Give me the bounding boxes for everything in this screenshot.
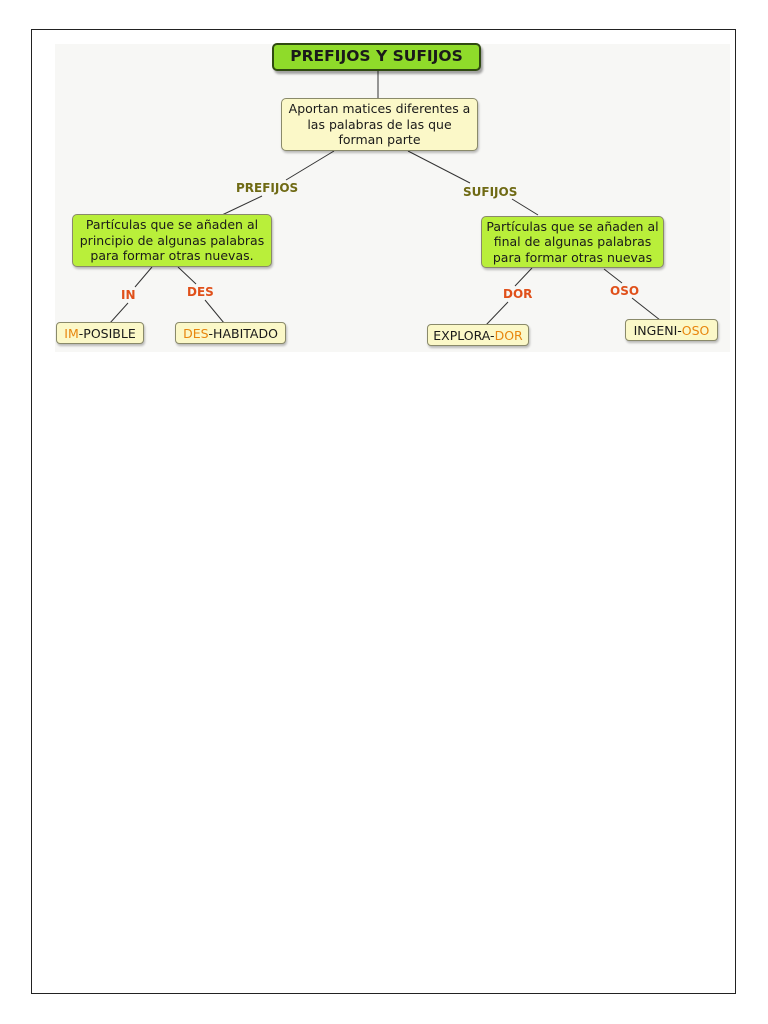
example-affix: DES xyxy=(183,325,209,341)
example-deshabitado xyxy=(175,322,286,344)
root-description-node: Aportan matices diferentes a las palabras de las que forman parte xyxy=(281,98,478,151)
prefijos-definition-node: Partículas que se añaden al principio de algunas palabras para formar otras nuevas. xyxy=(72,214,272,267)
example-imposible xyxy=(56,322,144,344)
affix-label-oso: OSO xyxy=(610,284,640,298)
example-ingenioso xyxy=(625,319,718,341)
example-affix: OSO xyxy=(681,322,710,338)
example-affix: IM xyxy=(64,325,79,341)
example-base: -HABITADO xyxy=(208,325,278,341)
example-base: EXPLORA- xyxy=(433,327,495,343)
map-title: PREFIJOS Y SUFIJOS xyxy=(272,43,481,71)
example-affix: DOR xyxy=(494,327,523,343)
affix-label-dor: DOR xyxy=(503,287,533,301)
sufijos-label: SUFIJOS xyxy=(463,185,518,199)
sufijos-definition-node: Partículas que se añaden al final de algunas palabras para formar otras nuevas xyxy=(481,216,664,268)
prefijos-label: PREFIJOS xyxy=(236,181,299,195)
affix-label-in: IN xyxy=(121,288,136,302)
example-explorador xyxy=(427,324,529,346)
affix-label-des: DES xyxy=(187,285,214,299)
concept-map-background xyxy=(55,44,730,352)
example-base: INGENI- xyxy=(633,322,682,338)
example-base: -POSIBLE xyxy=(78,325,136,341)
